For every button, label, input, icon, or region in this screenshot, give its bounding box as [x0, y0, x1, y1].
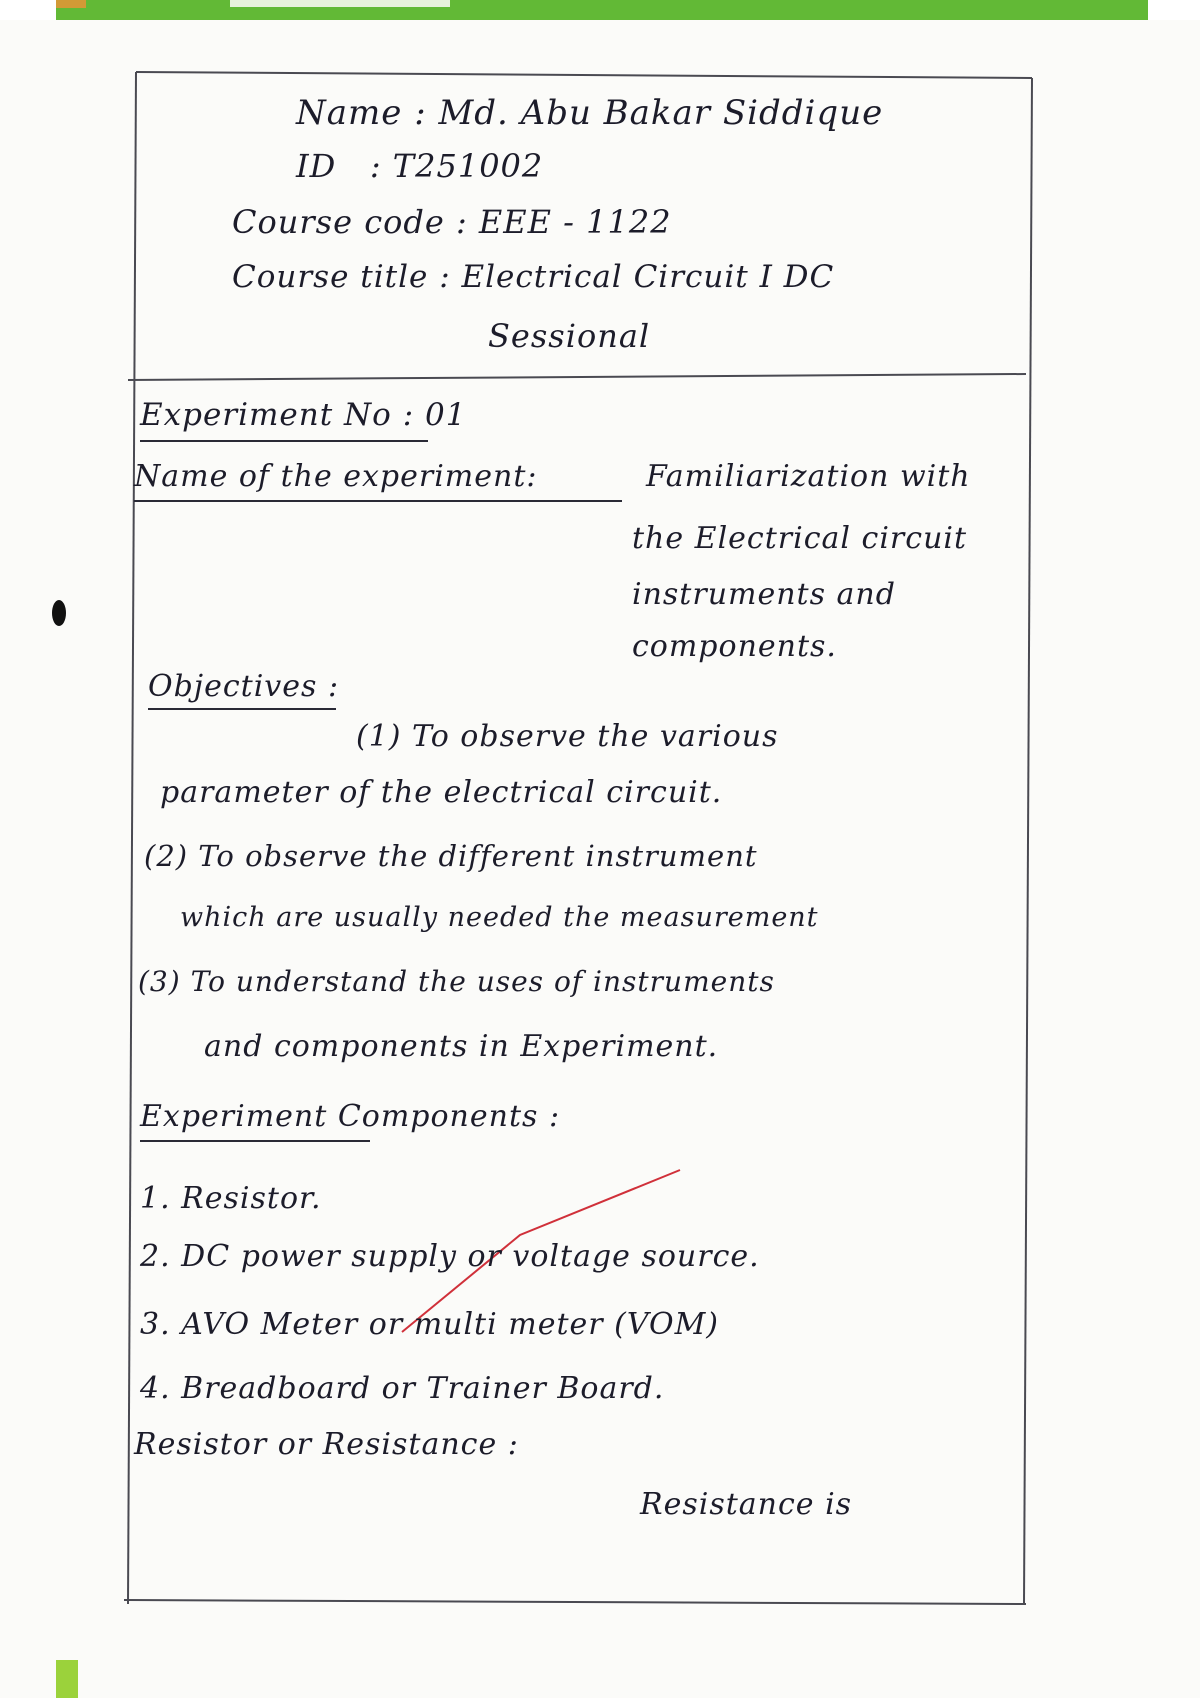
experiment-name-line3: instruments and — [632, 577, 896, 612]
objectives-heading: Objectives : — [148, 669, 340, 704]
objective-2a: (2) To observe the different instrument — [144, 839, 758, 873]
experiment-name-line2: the Electrical circuit — [632, 521, 968, 556]
component-item-3: 3. AVO Meter or multi meter (VOM) — [140, 1307, 719, 1342]
student-id: ID : T251002 — [296, 147, 544, 185]
components-heading: Experiment Components : — [140, 1099, 561, 1134]
component-item-4: 4. Breadboard or Trainer Board. — [140, 1371, 665, 1406]
experiment-name-label: Name of the experiment: — [134, 459, 538, 494]
course-title-cont: Sessional — [488, 317, 651, 355]
experiment-name-underline — [134, 500, 622, 502]
course-code: Course code : EEE - 1122 — [232, 203, 672, 241]
course-title: Course title : Electrical Circuit I DC — [232, 259, 835, 295]
objective-1a: (1) To observe the various — [356, 719, 779, 754]
objectives-underline — [148, 708, 336, 710]
experiment-number: Experiment No : 01 — [140, 397, 467, 433]
experiment-name-line4: components. — [632, 629, 837, 664]
components-underline — [140, 1140, 370, 1142]
component-item-1: 1. Resistor. — [140, 1181, 322, 1216]
objective-2b: which are usually needed the measurement — [180, 902, 819, 933]
experiment-number-underline — [140, 440, 428, 442]
objective-3a: (3) To understand the uses of instruments — [138, 965, 775, 998]
objective-3b: and components in Experiment. — [204, 1029, 719, 1064]
experiment-name-line1: Familiarization with — [646, 459, 971, 494]
resistor-text: Resistance is — [640, 1487, 853, 1522]
student-name: Name : Md. Abu Bakar Siddique — [296, 93, 884, 133]
component-item-2: 2. DC power supply or voltage source. — [140, 1239, 760, 1274]
objective-1b: parameter of the electrical circuit. — [160, 775, 723, 810]
resistor-heading: Resistor or Resistance : — [134, 1427, 519, 1462]
